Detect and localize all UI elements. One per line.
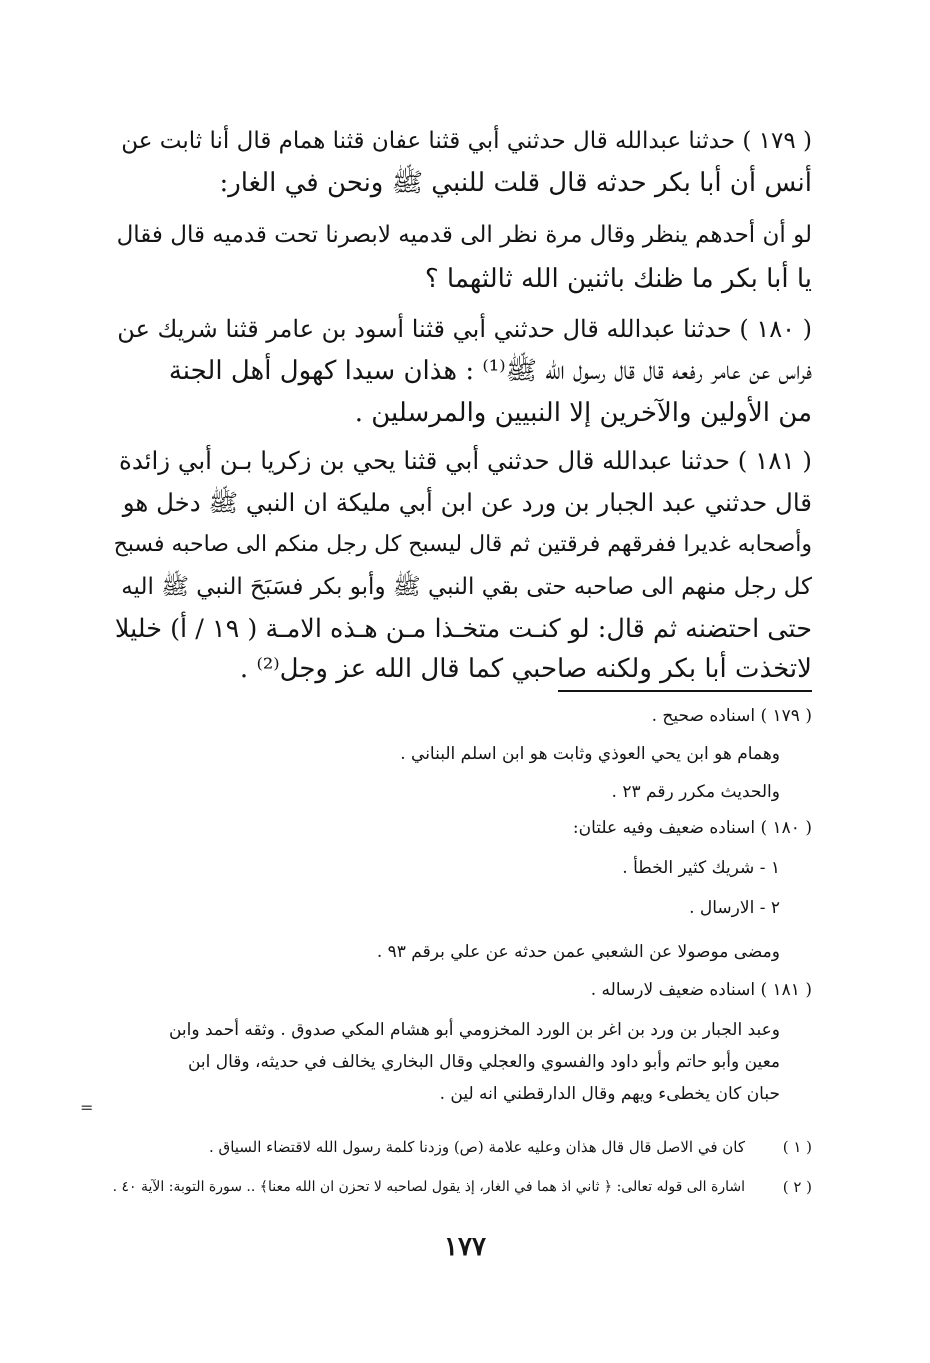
footnote-179-narrators: وهمام هو ابن يحي العوذي وثابت هو ابن اسلم البناني . [400, 744, 780, 764]
margin-mark: = [80, 1098, 94, 1117]
footnote-179-grade: ( ١٧٩ ) اسناده صحيح . [651, 706, 812, 726]
hadith-180-line-3: من الأولين والآخرين إلا النبيين والمرسلين . [354, 398, 812, 428]
footnote-181-bio-line-3: حبان كان يخطىء ويهم وقال الدارقطني انه لين . [439, 1084, 780, 1104]
page-number: ١٧٧ [444, 1232, 486, 1262]
hadith-179-line-3: لو أن أحدهم ينظر وقال مرة نظر الى قدميه لابصرنا تحت قدميه قال فقال [116, 222, 812, 248]
hadith-180-line-1: ( ١٨٠ ) حدثنا عبدالله قال حدثني أبي قثنا أسود بن عامر قثنا شريك عن [117, 315, 812, 343]
hadith-181-line-5: حتى احتضنه ثم قال: لو كنـت متخـذا مـن هـذه الامـة ( ١٩ / أ) خليلا [114, 614, 812, 644]
note-2-number: ( ٢ ) [782, 1178, 812, 1196]
hadith-180-line-2: فراس عن عامر رفعه قال قال رسول الله ﷺ⁽¹⁾ : هذان سيدا كهول أهل الجنة [168, 356, 812, 386]
footnote-180-reason-1: ١ - شريك كثير الخطأ . [622, 858, 780, 878]
hadith-181-line-4: كل رجل منهم الى صاحبه حتى بقي النبي ﷺ وأبو بكر فسَبَحَ النبي ﷺ اليه [121, 574, 812, 600]
footnote-separator-rule [558, 690, 812, 692]
footnote-180-reason-2: ٢ - الارسال . [689, 898, 780, 918]
footnote-181-bio-line-2: معين وأبو حاتم وأبو داود والفسوي والعجلي وقال البخاري يخالف في حديثه، وقال ابن [187, 1052, 780, 1072]
note-1-text: كان في الاصل قال قال هذان وعليه علامة (ص) وزدنا كلمة رسول الله لاقتضاء السياق . [209, 1138, 745, 1156]
footnote-180-connected: ومضى موصولا عن الشعبي عمن حدثه عن علي برقم ٩٣ . [376, 942, 780, 962]
note-2-text: اشارة الى قوله تعالى: ﴿ ثاني اذ هما في الغار، إذ يقول لصاحبه لا تحزن ان الله معنا﴾ .. سورة التوبة: الآية ٤٠ . [112, 1179, 745, 1195]
hadith-181-line-1: ( ١٨١ ) حدثنا عبدالله قال حدثني أبي قثنا يحي بن زكريا بـن أبي زائدة [118, 446, 812, 475]
hadith-181-line-2: قال حدثني عبد الجبار بن ورد عن ابن أبي مليكة ان النبي ﷺ دخل هو [122, 488, 812, 517]
footnote-180-grade: ( ١٨٠ ) اسناده ضعيف وفيه علتان: [572, 818, 812, 838]
hadith-179-line-2: أنس أن أبا بكر حدثه قال قلت للنبي ﷺ ونحن في الغار: [219, 168, 812, 198]
hadith-179-line-4: يا أبا بكر ما ظنك باثنين الله ثالثهما ؟ [424, 264, 812, 294]
hadith-179-line-1: ( ١٧٩ ) حدثنا عبدالله قال حدثني أبي قثنا عفان قثنا همام قال أنا ثابت عن [121, 128, 812, 154]
footnote-181-bio-line-1: وعبد الجبار بن ورد بن اغر بن الورد المخزومي أبو هشام المكي صدوق . وثقه أحمد وابن [168, 1020, 780, 1040]
hadith-181-line-3: وأصحابه غديرا ففرقهم فرقتين ثم قال ليسبح كل رجل منكم الى صاحبه فسبح [113, 532, 812, 557]
hadith-181-line-6: لاتخذت أبا بكر ولكنه صاحبي كما قال الله عز وجل⁽²⁾ . [239, 654, 812, 684]
note-1-number: ( ١ ) [782, 1138, 812, 1156]
footnote-181-grade: ( ١٨١ ) اسناده ضعيف لارساله . [590, 980, 812, 1000]
footnote-179-repeat: والحديث مكرر رقم ٢٣ . [611, 782, 780, 802]
